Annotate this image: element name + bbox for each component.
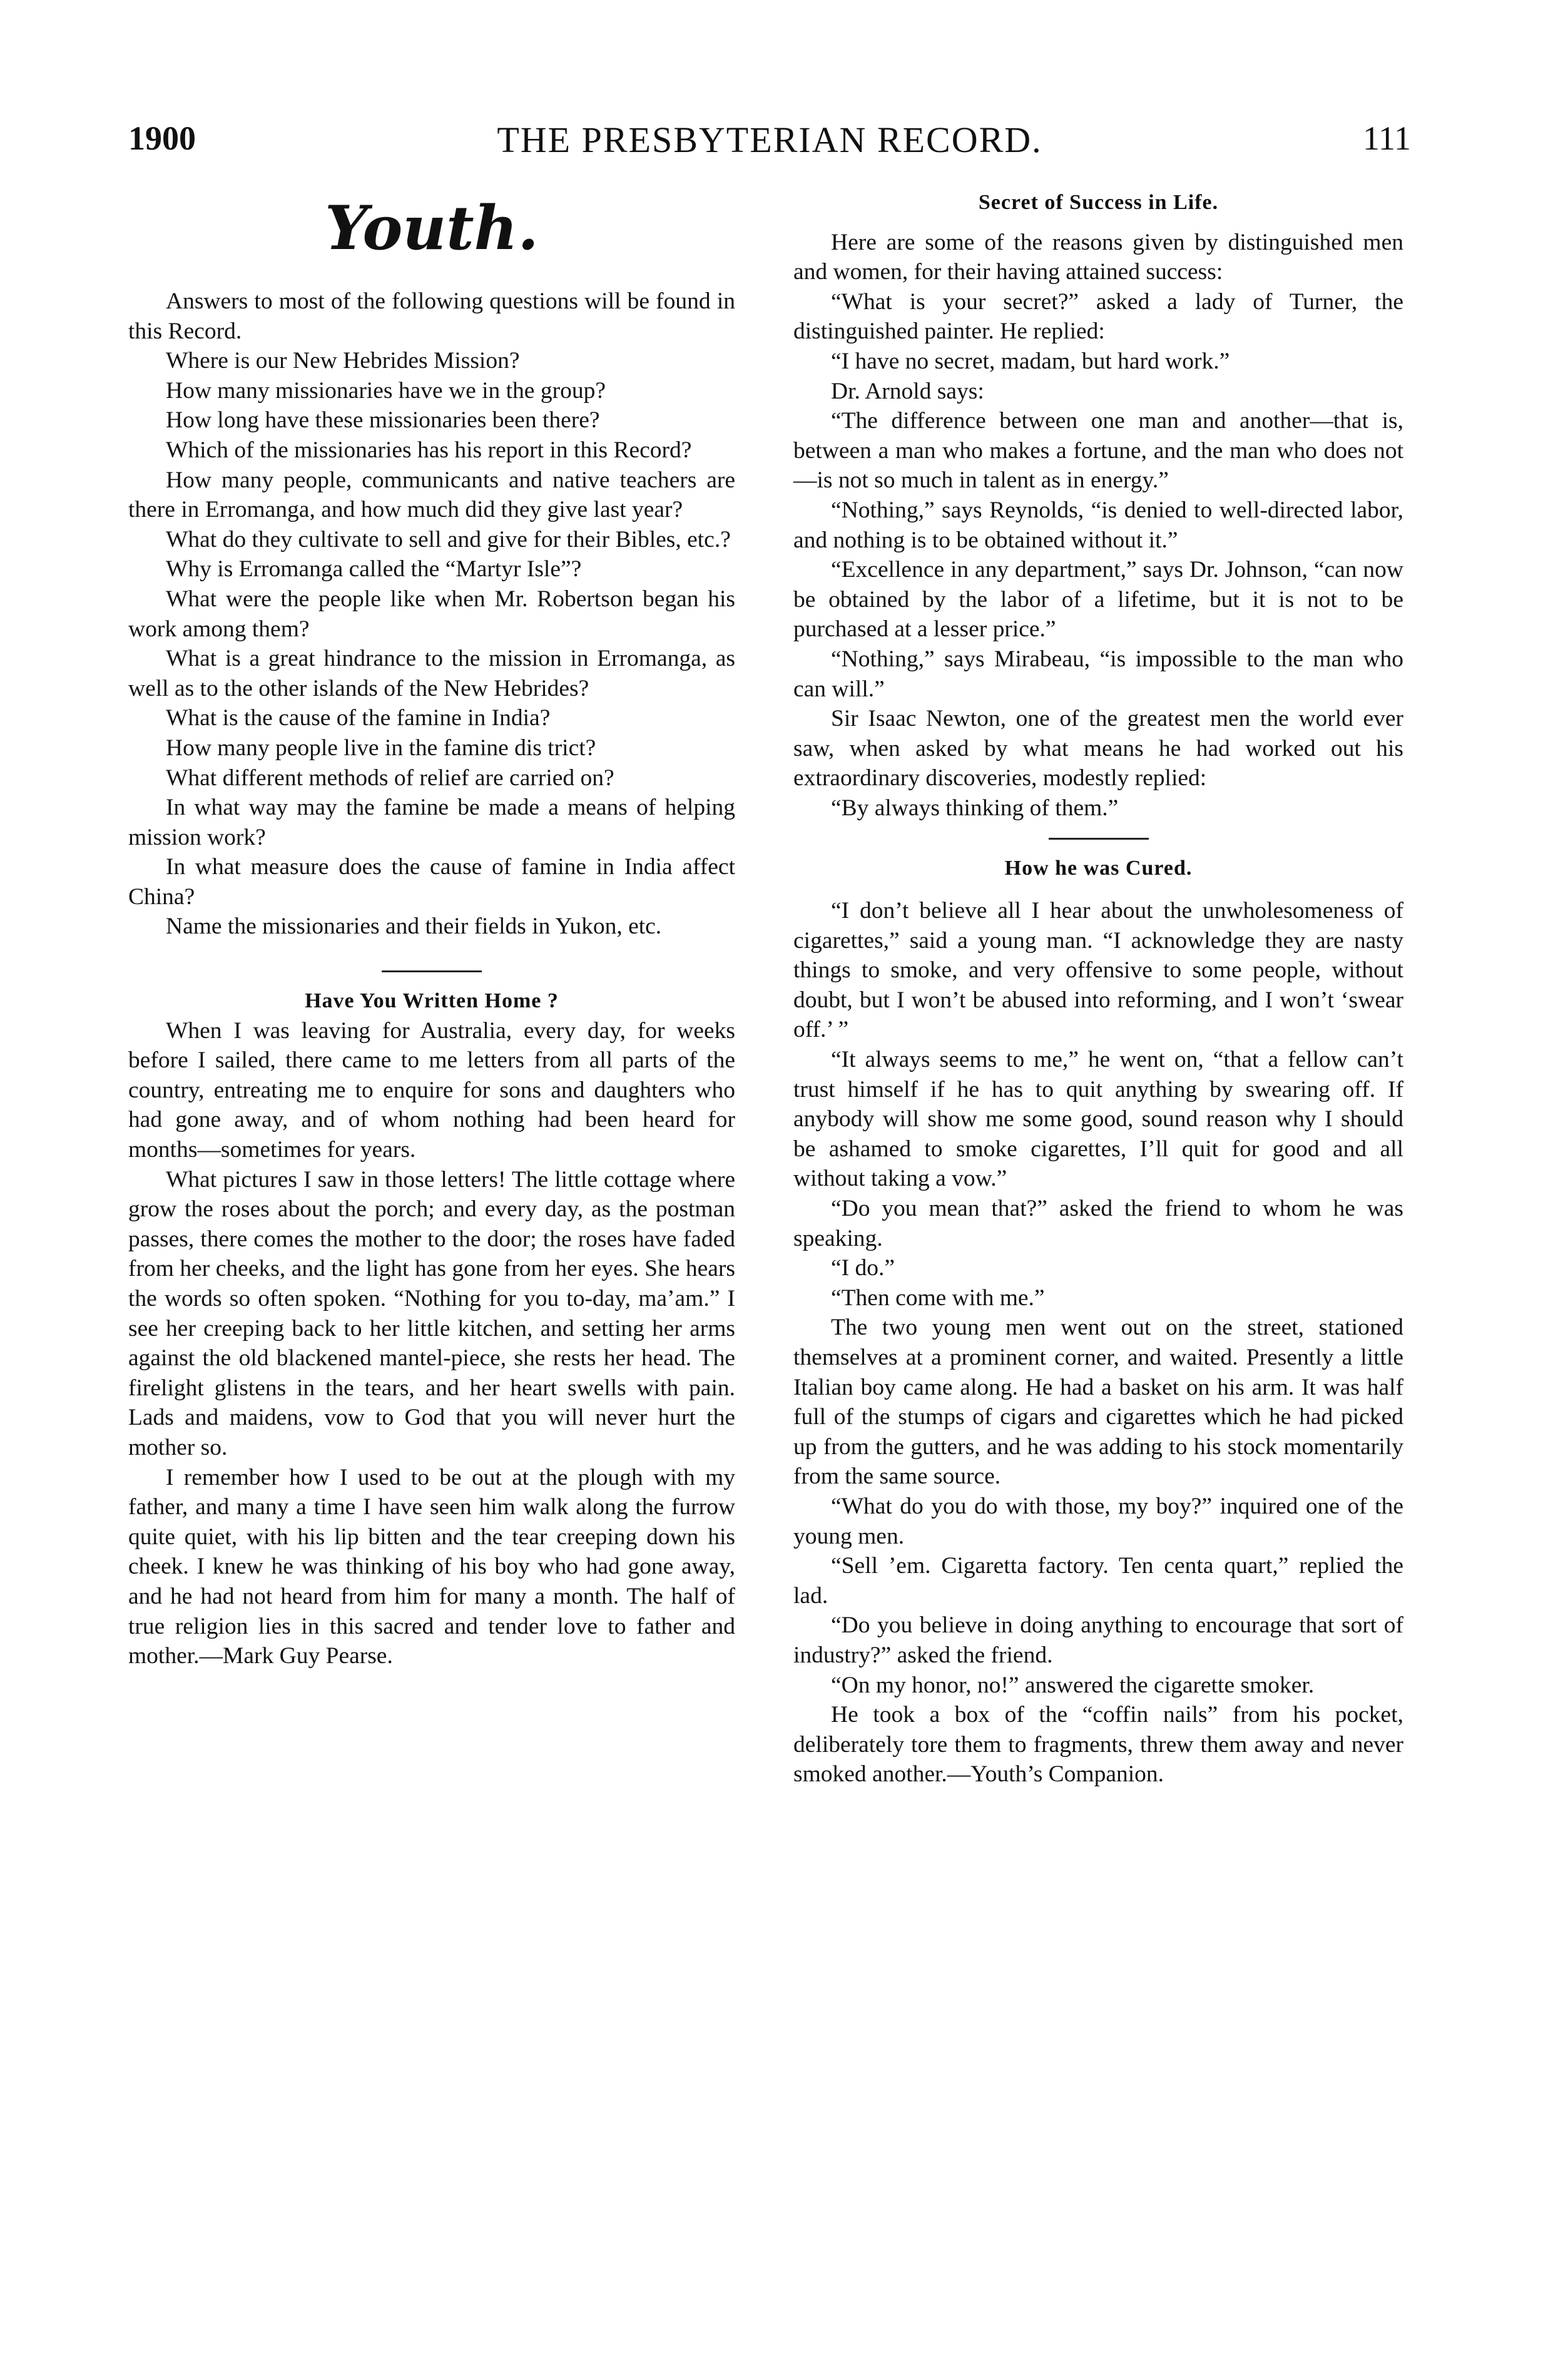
article-paragraph: “What do you do with those, my boy?” inquired one of the young men. xyxy=(793,1493,1403,1549)
article-paragraph: “Do you mean that?” asked the friend to whom he was speaking. xyxy=(793,1196,1403,1251)
question-item: Name the missionaries and their fields in Yukon, etc. xyxy=(166,914,662,940)
article-paragraph: “I don’t believe all I hear about the unwholesomeness of cigarettes,” said a young man. “I acknowledge they are nasty things to smoke, and very offensive to some people, without doubt, but I won’t be abused into reforming, and I won’t ‘swear off.’ ” xyxy=(793,898,1403,1043)
question-list xyxy=(128,346,735,942)
running-head xyxy=(128,119,1411,169)
article-paragraph: “What is your secret?” asked a lady of Turner, the distinguished painter. He replied: xyxy=(793,288,1403,345)
right-column xyxy=(793,188,1403,1789)
article-paragraph: The two young men went out on the street, stationed themselves at a prominent corner, and waited. Presently a little Italian boy came along. He had a basket on his arm. It was half full of the stumps of cigars and cigarettes which he had picked up from the gutters, and he was adding to his stock momentarily from the same source. xyxy=(793,1315,1403,1490)
article-paragraph: “Do you believe in doing anything to encourage that sort of industry?” asked the friend. xyxy=(793,1612,1403,1668)
article-paragraph: Here are some of the reasons given by distinguished men and women, for their having attained success: xyxy=(793,229,1403,285)
header-year: 1900 xyxy=(128,120,196,157)
divider-rule xyxy=(1049,838,1149,840)
article-paragraph: “I do.” xyxy=(831,1255,895,1281)
article-paragraph: “Sell ’em. Cigaretta factory. Ten centa quart,” replied the lad. xyxy=(793,1553,1403,1609)
article-paragraph: Sir Isaac Newton, one of the greatest men the world ever saw, when asked by what means he had worked out his extraordinary discoveries, modestly replied: xyxy=(793,706,1403,792)
article-paragraph: What pictures I saw in those letters! The little cottage where grow the roses about the porch; and every day, as the postman passes, there comes the mother to the door; the roses have faded from her cheeks, and the light has gone from her eyes. She hears the words so often spoken. “Nothing for you to-day, ma’am.” I see her creeping back to her little kitchen, and setting her arms against the old blackened mantel-piece, she rests her head. The firelight glistens in the tears, and her heart swells with pain. Lads and maidens, vow to God that you will never hurt the mother so. xyxy=(128,1166,735,1460)
question-item: How many people live in the famine dis trict? xyxy=(166,735,596,761)
article-paragraph: When I was leaving for Australia, every day, for weeks before I sailed, there came to me letters from all parts of the country, entreating me to enquire for sons and daughters who had gone away, and of whom nothing had been heard for months—sometimes for years. xyxy=(128,1017,735,1163)
header-page-number: 111 xyxy=(1363,120,1411,157)
article-heading-written-home: Have You Written Home ? xyxy=(305,989,559,1013)
article-paragraph: “I have no secret, madam, but hard work.” xyxy=(831,348,1230,374)
question-item: How many missionaries have we in the group? xyxy=(166,377,606,404)
article-paragraph: “Nothing,” says Mirabeau, “is impossible to the man who can will.” xyxy=(793,646,1403,702)
article-paragraph: “By always thinking of them.” xyxy=(831,795,1119,821)
article-heading-success: Secret of Success in Life. xyxy=(978,191,1219,214)
article-paragraph: “Excellence in any department,” says Dr. Johnson, “can now be obtained by the labor of a lifetime, but it is not to be purchased at a lesser price.” xyxy=(793,557,1403,643)
question-item: What do they cultivate to sell and give for their Bibles, etc.? xyxy=(166,526,731,552)
question-item: Which of the missionaries has his report in this Record? xyxy=(166,437,692,463)
article-paragraph: “Then come with me.” xyxy=(831,1285,1045,1311)
article-paragraph: “It always seems to me,” he went on, “that a fellow can’t trust himself if he has to quit anything by swearing off. If anybody will show me some good, sound reason why I should be ashamed to smoke cigarettes, I’ll quit for good and all without taking a vow.” xyxy=(793,1047,1403,1192)
article-body-success xyxy=(793,228,1403,823)
question-item: How many people, communicants and native teachers are there in Erromanga, and how much did they give last year? xyxy=(128,467,735,523)
article-paragraph: Dr. Arnold says: xyxy=(831,378,984,404)
question-item: In what way may the famine be made a means of helping mission work? xyxy=(128,795,735,850)
question-item: How long have these missionaries been there? xyxy=(166,407,600,434)
article-paragraph: He took a box of the “coffin nails” from his pocket, deliberately tore them to fragments, threw them away and never smoked another.—Youth’s Companion. xyxy=(793,1702,1403,1788)
article-paragraph: I remember how I used to be out at the plough with my father, and many a time I have seen him walk along the furrow quite quiet, with his lip bitten and the tear creeping down his cheek. I knew he was thinking of his boy who had gone away, and he had not heard from him for many a month. The half of true religion lies in this sacred and tender love to father and mother.—Mark Guy Pearse. xyxy=(128,1464,735,1669)
question-item: Why is Erromanga called the “Martyr Isle”? xyxy=(166,556,582,583)
article-paragraph: “Nothing,” says Reynolds, “is denied to well-directed labor, and nothing is to be obtained without it.” xyxy=(793,497,1403,553)
question-item: What is a great hindrance to the mission in Erromanga, as well as to the other islands of the New Hebrides? xyxy=(128,646,735,701)
header-title: THE PRESBYTERIAN RECORD. xyxy=(497,120,1042,160)
article-body-cured xyxy=(793,896,1403,1789)
question-item: What were the people like when Mr. Robertson began his work among them? xyxy=(128,586,735,642)
youth-intro: Answers to most of the following questions will be found in this Record. xyxy=(128,288,735,344)
question-item: What different methods of relief are carried on? xyxy=(166,765,614,791)
left-column xyxy=(128,188,735,1671)
article-heading-cured: How he was Cured. xyxy=(1004,857,1193,880)
question-item: In what measure does the cause of famine in India affect China? xyxy=(128,854,735,910)
article-body-written-home xyxy=(128,1016,735,1671)
question-item: Where is our New Hebrides Mission? xyxy=(166,348,520,374)
question-item: What is the cause of the famine in India? xyxy=(166,705,551,731)
divider-rule xyxy=(382,970,482,972)
article-paragraph: “On my honor, no!” answered the cigarette smoker. xyxy=(831,1672,1315,1698)
youth-section-title: Youth. xyxy=(325,193,539,263)
article-paragraph: “The difference between one man and another—that is, between a man who makes a fortune, and the man who does not—is not so much in talent as in energy.” xyxy=(793,408,1403,494)
